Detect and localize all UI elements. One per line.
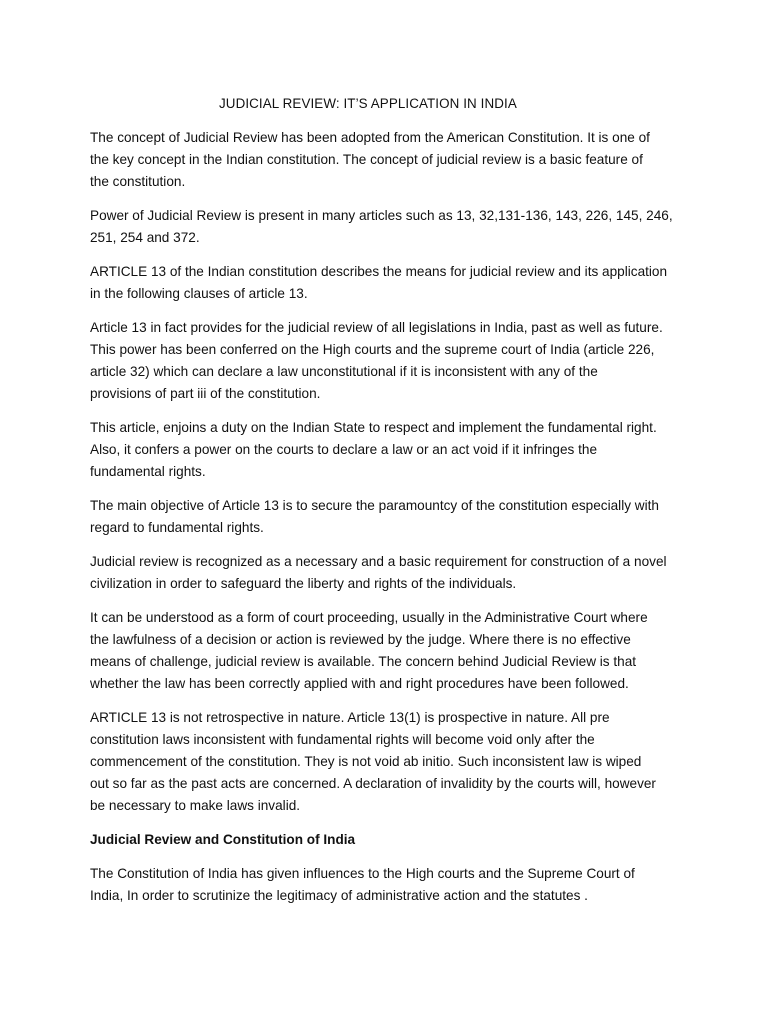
- text-line: the lawfulness of a decision or action is reviewed by the judge. Where there is no effective: [90, 632, 631, 647]
- text-line: The Constitution of India has given influences to the High courts and the Supreme Court of: [90, 866, 635, 881]
- paragraph-articles: [90, 205, 690, 249]
- text-line: constitution laws inconsistent with fundamental rights will become void only after the: [90, 732, 595, 747]
- text-line: in the following clauses of article 13.: [90, 286, 308, 301]
- text-line: This power has been conferred on the High courts and the supreme court of India (article 226,: [90, 342, 655, 357]
- text-line: The concept of Judicial Review has been adopted from the American Constitution. It is one of: [90, 130, 650, 145]
- paragraph-article-13-legislation: [90, 317, 690, 405]
- text-line: The main objective of Article 13 is to secure the paramountcy of the constitution especially with: [90, 498, 659, 513]
- text-line: India, In order to scrutinize the legitimacy of administrative action and the statutes .: [90, 888, 588, 903]
- text-line: civilization in order to safeguard the liberty and rights of the individuals.: [90, 576, 517, 591]
- document-body: [90, 127, 690, 919]
- text-line: the key concept in the Indian constitution. The concept of judicial review is a basic feature of: [90, 152, 643, 167]
- text-line: whether the law has been correctly applied with and right procedures have been followed.: [90, 676, 629, 691]
- text-line: out so far as the past acts are concerned. A declaration of invalidity by the courts will, however: [90, 776, 656, 791]
- text-line: regard to fundamental rights.: [90, 520, 264, 535]
- text-line: Article 13 in fact provides for the judicial review of all legislations in India, past as well as future.: [90, 320, 663, 335]
- text-line: the constitution.: [90, 174, 186, 189]
- paragraph-article-13-means: [90, 261, 690, 305]
- text-line: ARTICLE 13 of the Indian constitution describes the means for judicial review and its application: [90, 264, 668, 279]
- paragraph-constitution-influence: [90, 863, 690, 907]
- text-line: ARTICLE 13 is not retrospective in nature. Article 13(1) is prospective in nature. All pre: [90, 710, 610, 725]
- document-title: JUDICIAL REVIEW: IT’S APPLICATION IN INDIA: [219, 96, 517, 111]
- text-line: Judicial review is recognized as a necessary and a basic requirement for construction of a novel: [90, 554, 667, 569]
- paragraph-requirement: [90, 551, 690, 595]
- paragraph-retrospective: [90, 707, 690, 817]
- text-line: This article, enjoins a duty on the Indian State to respect and implement the fundamental right.: [90, 420, 657, 435]
- text-line: means of challenge, judicial review is available. The concern behind Judicial Review is that: [90, 654, 637, 669]
- paragraph-court-proceeding: [90, 607, 690, 695]
- paragraph-concept: [90, 127, 690, 193]
- text-line: be necessary to make laws invalid.: [90, 798, 301, 813]
- paragraph-objective: [90, 495, 690, 539]
- section-subheading: Judicial Review and Constitution of India: [90, 832, 356, 847]
- text-line: Power of Judicial Review is present in many articles such as 13, 32,131-136, 143, 226, 145, 246,: [90, 208, 673, 223]
- text-line: provisions of part iii of the constitution.: [90, 386, 321, 401]
- text-line: 251, 254 and 372.: [90, 230, 200, 245]
- text-line: article 32) which can declare a law unconstitutional if it is inconsistent with any of the: [90, 364, 598, 379]
- text-line: commencement of the constitution. They is not void ab initio. Such inconsistent law is wiped: [90, 754, 642, 769]
- text-line: It can be understood as a form of court proceeding, usually in the Administrative Court where: [90, 610, 648, 625]
- paragraph-duty: [90, 417, 690, 483]
- text-line: fundamental rights.: [90, 464, 206, 479]
- text-line: Also, it confers a power on the courts to declare a law or an act void if it infringes the: [90, 442, 598, 457]
